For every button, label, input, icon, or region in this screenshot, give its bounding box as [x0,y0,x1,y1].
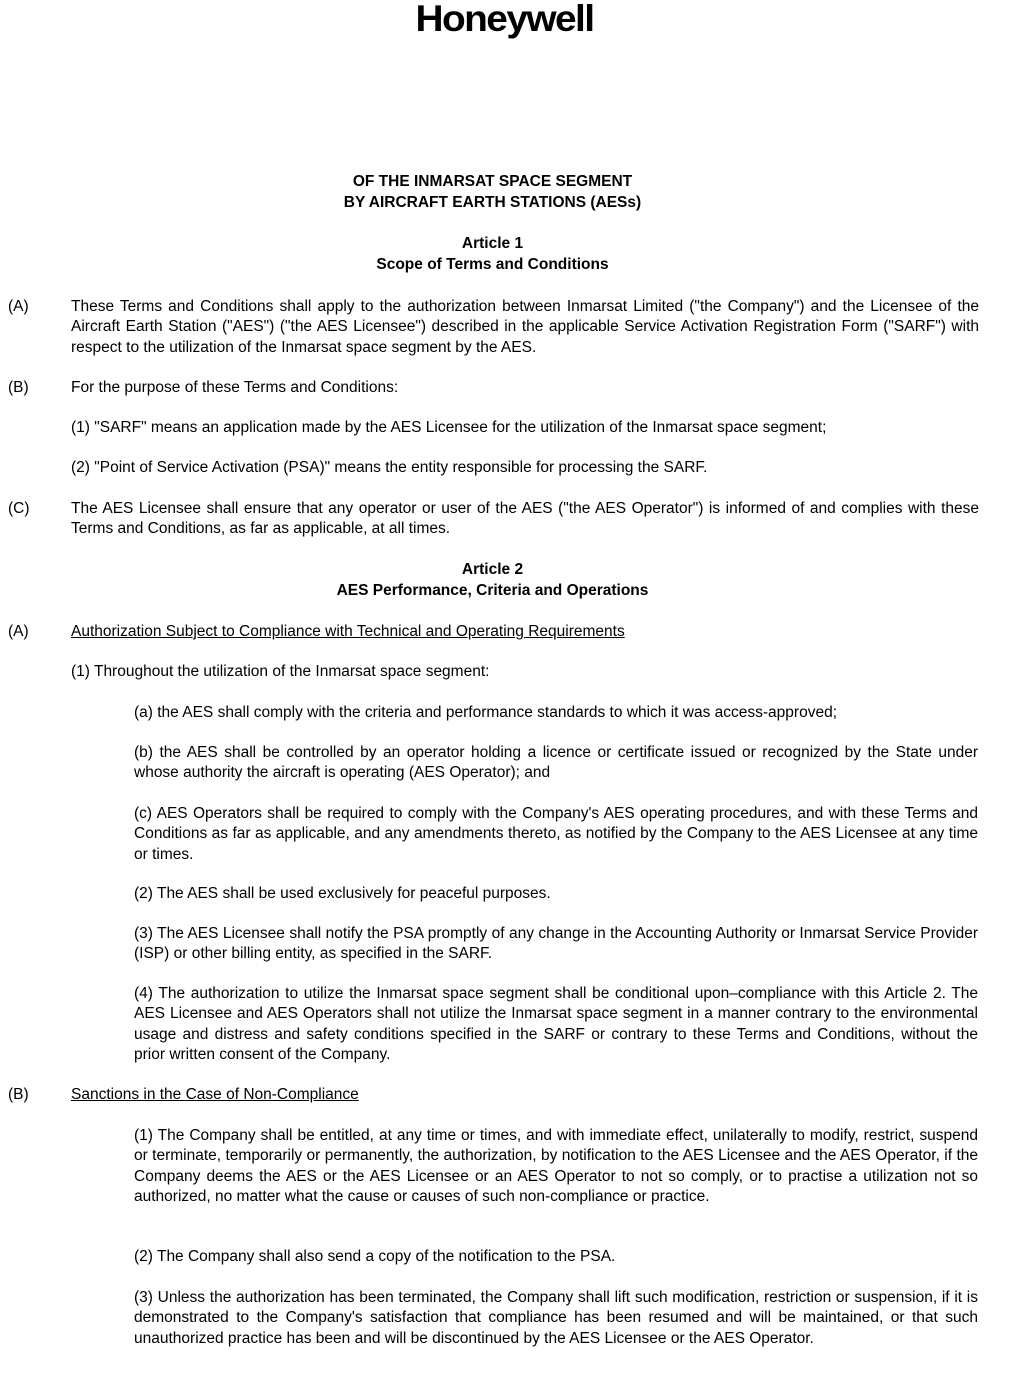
article-1-item-c-text: The AES Licensee shall ensure that any operator or user of the AES ("the AES Operator") is informed of and complies with these Terms and Conditions, as far as applicable, at all times. [71,500,979,538]
document-title-line-1: OF THE INMARSAT SPACE SEGMENT [352,173,633,190]
article-2-a-clause-a: (a) the AES shall comply with the criteria and performance standards to which it was access-approved; [134,704,837,721]
article-2-a-paragraph-1: (1) Throughout the utilization of the Inmarsat space segment: [71,663,490,680]
article-1-definition-sarf: (1) "SARF" means an application made by the AES Licensee for the utilization of the Inmarsat space segment; [71,419,827,436]
article-1-item-c-label: (C) [8,500,30,517]
article-2-b-paragraph-1: (1) The Company shall be entitled, at any time or times, and with immediate effect, unilaterally to modify, restrict, suspend or terminate, temporarily or permanently, the authorization, by notification to the AES Licensee and the AES Operator, if the Company deems the AES or the AES Licensee or an AES Operator to not so comply, or to practise a utilization not so authorized, no matter what the cause or causes of such non-compliance or practice. [134,1127,978,1205]
article-1-item-a-text: These Terms and Conditions shall apply to the authorization between Inmarsat Limited ("the Company") and the Licensee of the Aircraft Earth Station ("AES") ("the AES Licensee") described in the applicable Service Activation Registration Form ("SARF") with respect to the utilization of the Inmarsat space segment by the AES. [71,298,979,356]
article-1-definition-psa: (2) "Point of Service Activation (PSA)" means the entity responsible for processing the SARF. [71,459,708,476]
article-2-b-paragraph-2: (2) The Company shall also send a copy of the notification to the PSA. [134,1248,616,1265]
article-1-heading: Article 1 [461,235,524,252]
article-2-section-a-title: Authorization Subject to Compliance with Technical and Operating Requirements [71,623,625,640]
article-2-b-paragraph-3: (3) Unless the authorization has been terminated, the Company shall lift such modification, restriction or suspension, if it is demonstrated to the Company's satisfaction that compliance has been resumed and will be maintained, or that such unauthorized practice has been and will be discontinued by the AES Licensee or the AES Operator. [134,1289,978,1347]
article-2-a-paragraph-3: (3) The AES Licensee shall notify the PSA promptly of any change in the Accounting Authority or Inmarsat Service Provider (ISP) or other billing entity, as specified in the SARF. [134,925,978,963]
article-2-heading: Article 2 [461,561,524,578]
article-2-subheading: AES Performance, Criteria and Operations [336,582,649,599]
company-logo: Honeywell [415,0,594,39]
article-2-a-clause-b: (b) the AES shall be controlled by an operator holding a licence or certificate issued or recognized by the State under whose authority the aircraft is operating (AES Operator); and [134,744,978,782]
article-1-item-a-label: (A) [8,298,29,315]
article-2-a-clause-c: (c) AES Operators shall be required to comply with the Company's AES operating procedures, and with these Terms and Conditions as far as applicable, and any amendments thereto, as notified by the Company to the AES Licensee at any time or times. [134,805,978,863]
document-title-line-2: BY AIRCRAFT EARTH STATIONS (AESs) [343,194,642,211]
article-2-section-a-label: (A) [8,623,29,640]
article-1-item-b-label: (B) [8,379,29,396]
article-2-a-paragraph-4: (4) The authorization to utilize the Inmarsat space segment shall be conditional upon–compliance with this Article 2. The AES Licensee and AES Operators shall not utilize the Inmarsat space segment in a manner contrary to the environmental usage and distress and safety conditions specified in the SARF or contrary to these Terms and Conditions, without the prior written consent of the Company. [134,985,978,1063]
article-1-subheading: Scope of Terms and Conditions [376,256,609,273]
article-1-item-b-text: For the purpose of these Terms and Conditions: [71,379,399,396]
article-2-a-paragraph-2: (2) The AES shall be used exclusively for peaceful purposes. [134,885,551,902]
article-2-section-b-title: Sanctions in the Case of Non-Compliance [71,1086,359,1103]
article-2-section-b-label: (B) [8,1086,29,1103]
